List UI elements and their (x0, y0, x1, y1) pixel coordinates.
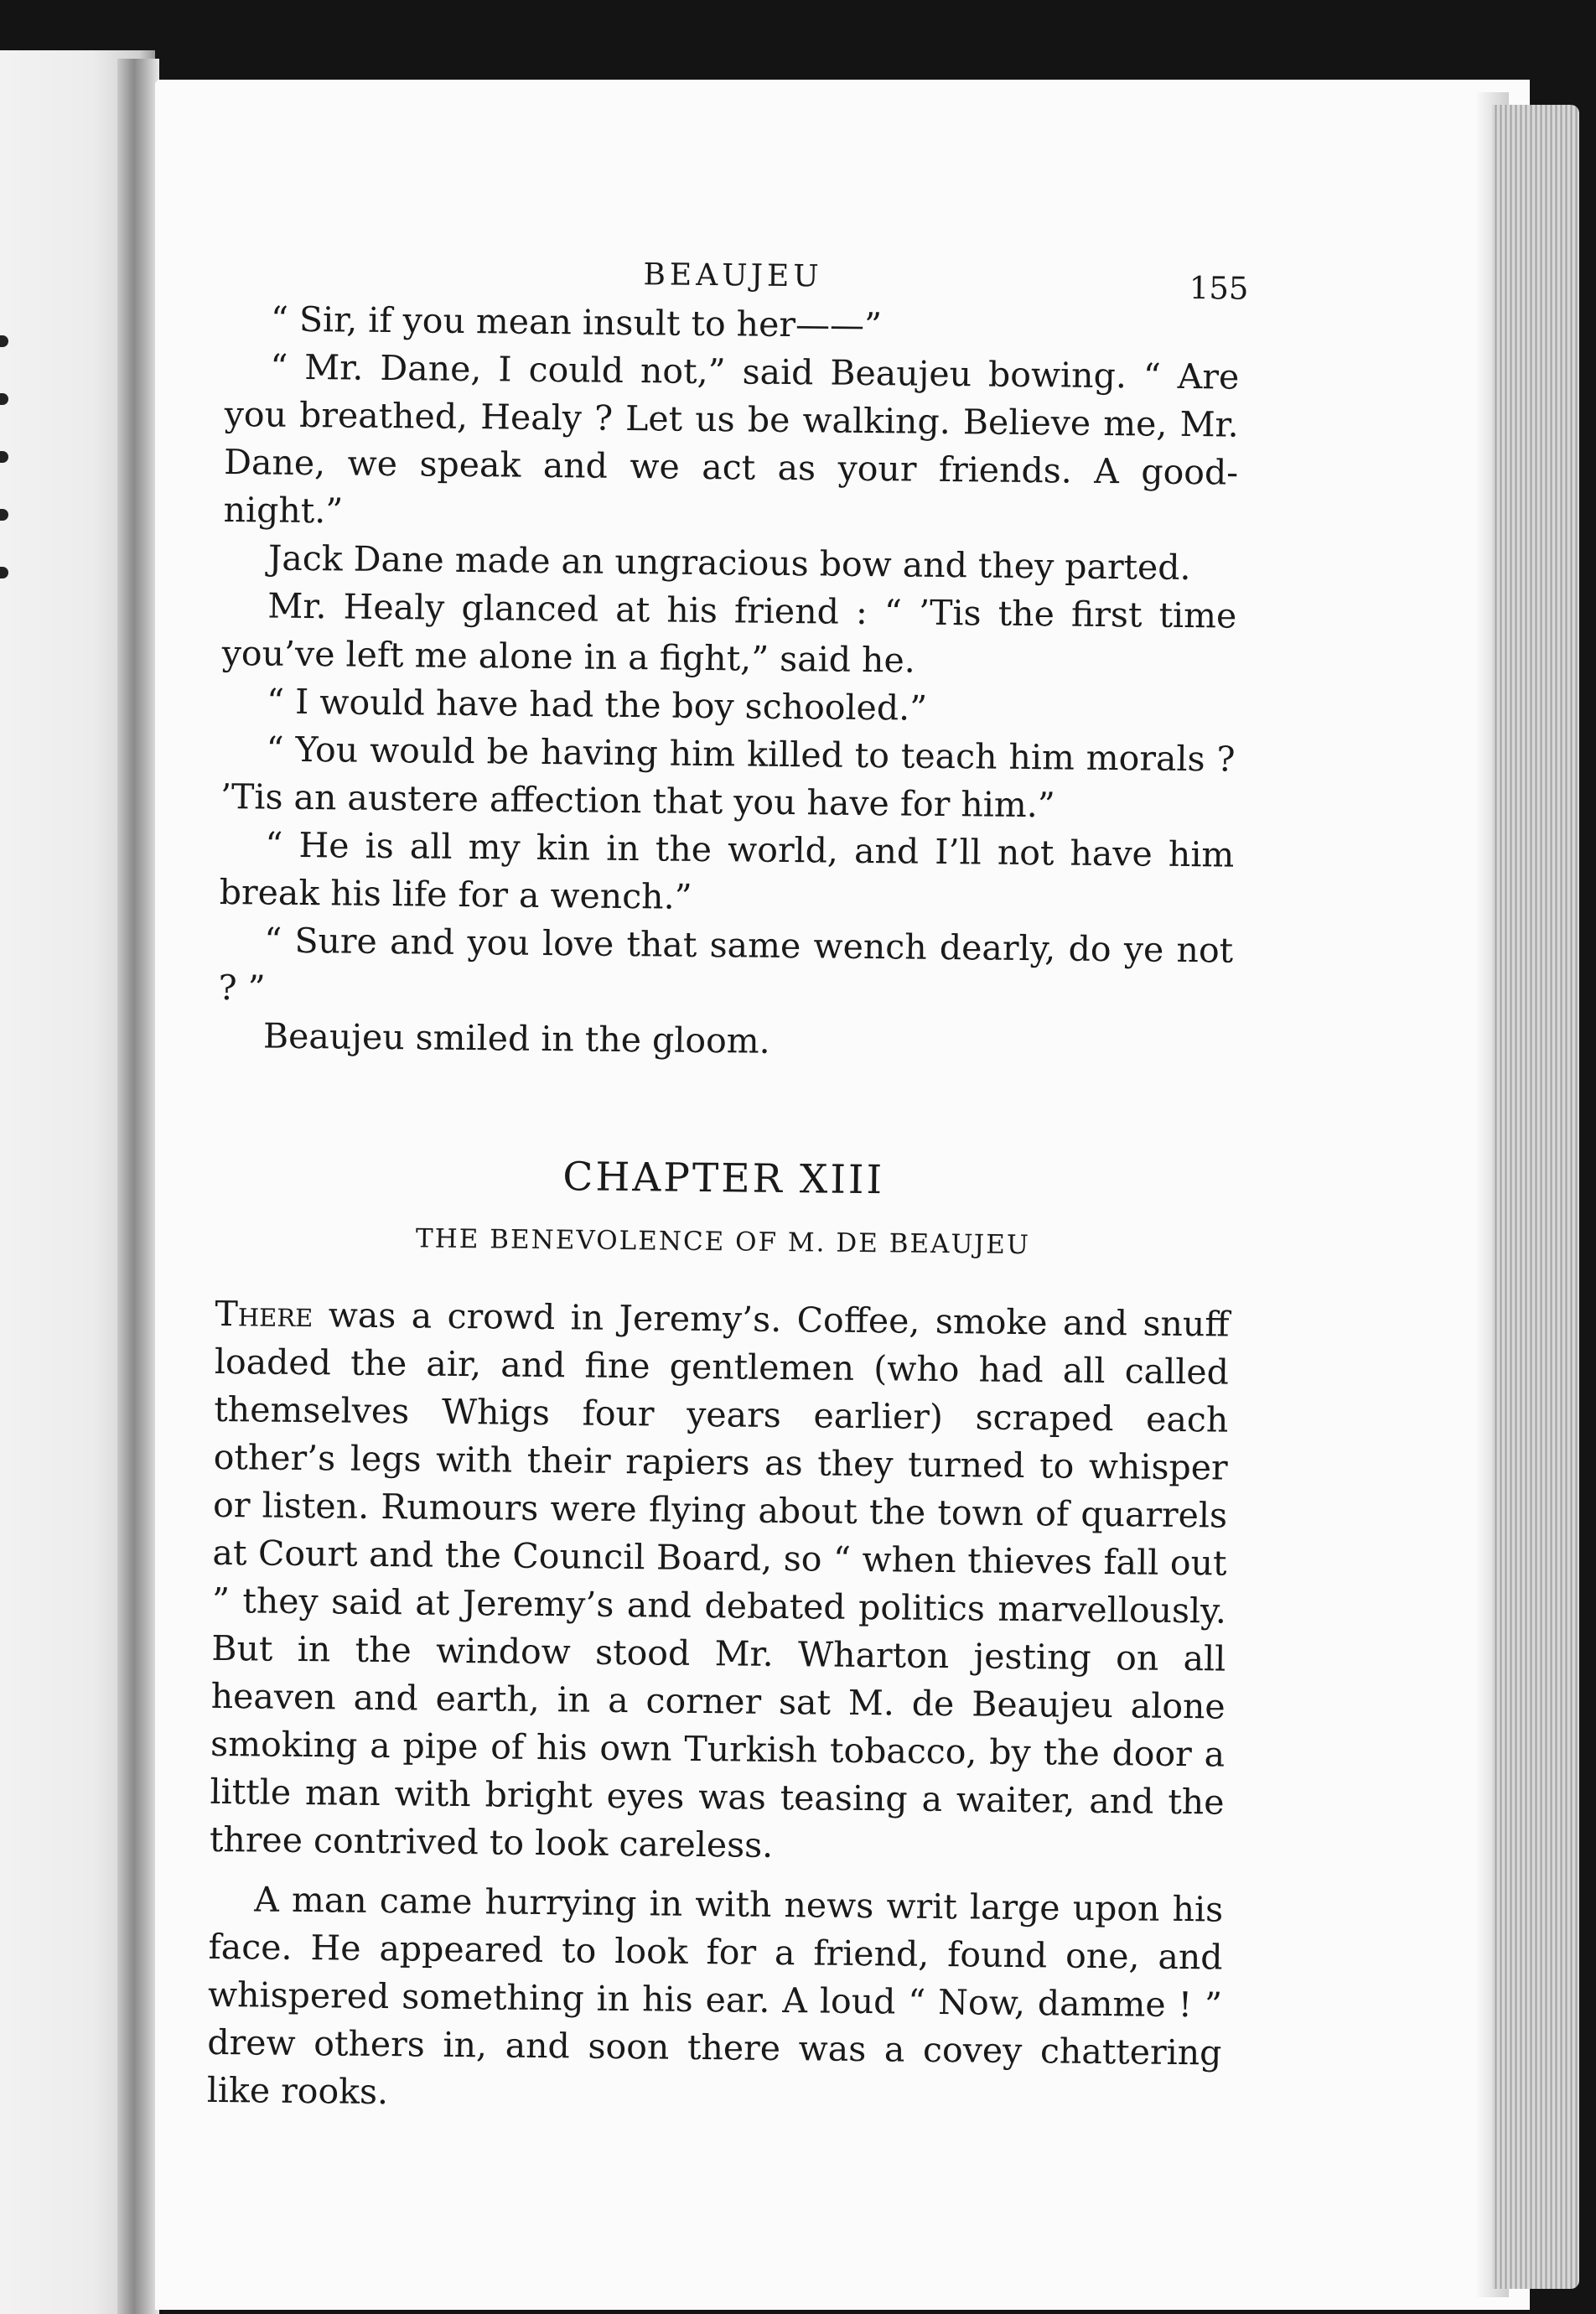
opening-word: There (215, 1293, 314, 1336)
chapter-subtitle: THE BENEVOLENCE OF M. DE BEAUJEU (415, 1223, 1031, 1261)
running-head-title: BEAUJEU (643, 257, 823, 294)
running-head (225, 236, 1249, 307)
dialogue-paragraph: “ You would be having him killed to teach him morals ? ’Tis an austere affection that you have for him.” (220, 729, 1236, 826)
page-fore-edge (1492, 105, 1579, 2289)
dialogue-paragraph: “ I would have had the boy schooled.” (266, 681, 928, 729)
dialogue-paragraph: “ Sir, if you mean insult to her——” (270, 298, 883, 346)
narration-paragraph: A man came hurrying in with news writ large upon his face. He appeared to look for a friend, found one, and whispered something in his ear. A loud “ Now, damme ! ” drew others in, and soon there was a covey chattering like rooks. (206, 1879, 1224, 2113)
opening-paragraph-text: was a crowd in Jeremy’s. Coffee, smoke and snuff loaded the air, and fine gentlemen (who had all called themselves Whigs four years earlier) scraped each other’s legs with their rapiers as they turned to whisper or listen. Rumours were flying about the town of quarrels at Court and the Council Board, so “ when thieves fall out ” they said at Jeremy’s and debated politics marvellously. But in the window stood Mr. Wharton jesting on all heaven and earth, in a corner sat M. de Beaujeu alone smoking a pipe of his own Turkish tobacco, by the door a little man with bright eyes was teasing a waiter, and the three contrived to look careless. (209, 1294, 1230, 1865)
facing-page-text-fragments (0, 335, 12, 625)
chapter-opening-paragraph (210, 1290, 1230, 1875)
page-number: 155 (1189, 270, 1249, 307)
narration-paragraph: Mr. Healy glanced at his friend : “ ’Tis the first time you’ve left me alone in a fight,” said he. (221, 585, 1237, 681)
dialogue-paragraph: “ Mr. Dane, I could not,” said Beaujeu bowing. “ Are you breathed, Healy ? Let us be walking. Believe me, Mr. Dane, we speak and we act as your friends. A good-night.” (223, 346, 1240, 532)
narration-paragraph: Jack Dane made an ungracious bow and they parted. (267, 537, 1191, 589)
dialogue-paragraph: “ Sure and you love that same wench dearly, do ye not ? ” (218, 920, 1234, 1009)
book-gutter (117, 59, 159, 2314)
chapter-title: CHAPTER XIII (562, 1154, 885, 1204)
page-text-block (206, 236, 1249, 2125)
dialogue-paragraph: “ He is all my kin in the world, and I’ll not have him break his life for a wench.” (219, 824, 1235, 917)
narration-paragraph: Beaujeu smiled in the gloom. (262, 1015, 770, 1061)
